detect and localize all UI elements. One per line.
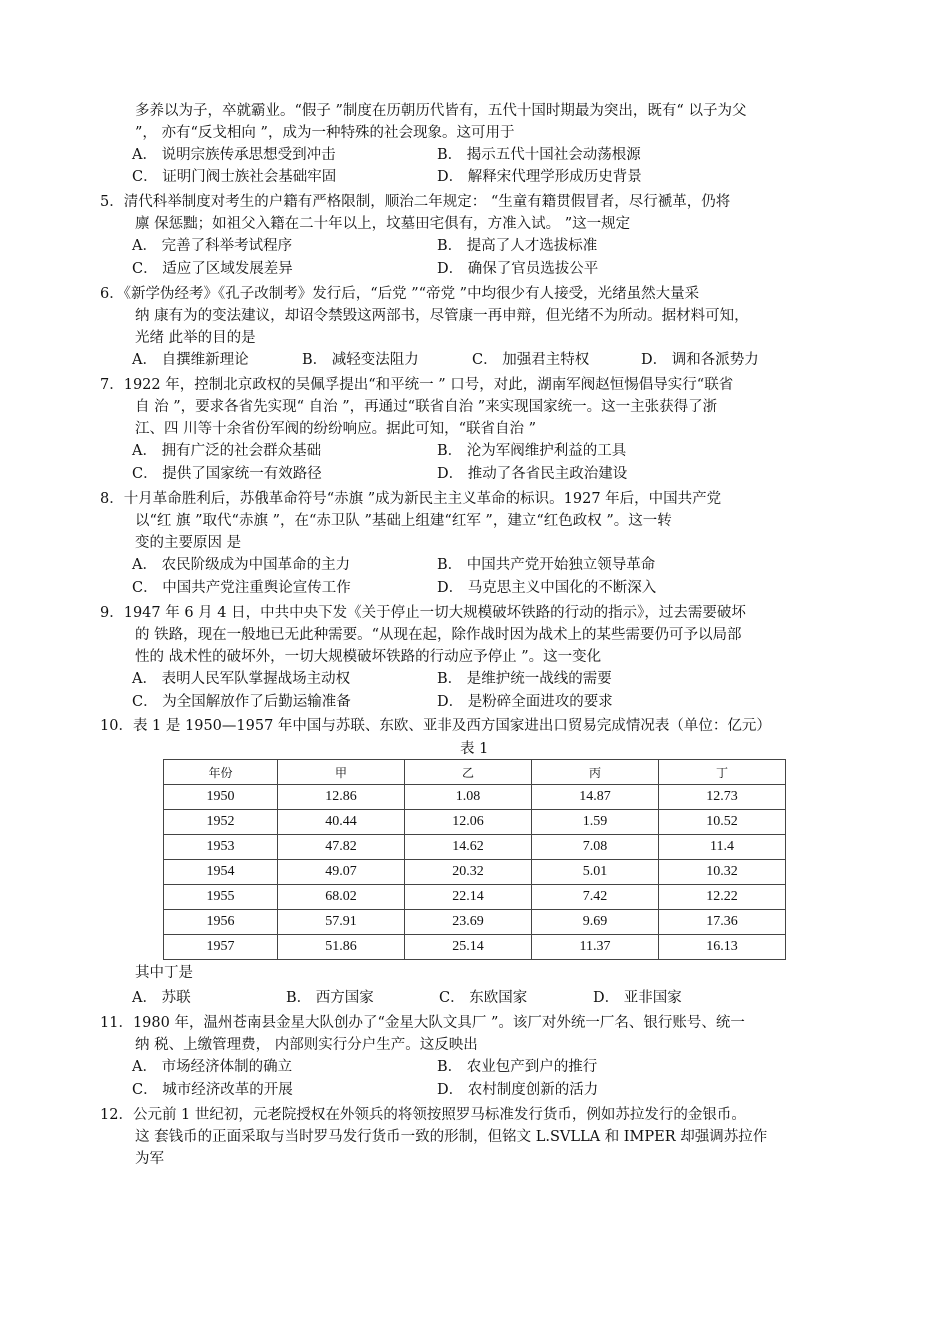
q8-option-d: D． 马克思主义中国化的不断深入 xyxy=(437,580,657,596)
q9-option-c: C． 为全国解放作了后勤运输准备 xyxy=(132,694,351,710)
q9-line-2: 的 铁路，现在一般地已无此种需要。“从现在起，除作战时因为战术上的某些需要仍可予以局部 xyxy=(135,627,742,643)
q8-line-2: 以“红 旗 ”取代“赤旗 ”，在“赤卫队 ”基础上组建“红军 ”，建立“红色政权 ”。这一转 xyxy=(135,513,672,529)
q7-line-1: 7．1922 年，控制北京政权的吴佩孚提出“和平统一 ” 口号，对此，湖南军阀赵恒惕倡导实行“联省 xyxy=(100,377,734,393)
table-cell: 68.02 xyxy=(278,885,405,910)
q11-option-a: A． 市场经济体制的确立 xyxy=(132,1059,293,1075)
q11-option-b: B． 农业包产到户的推行 xyxy=(437,1059,598,1075)
table-cell: 47.82 xyxy=(278,835,405,860)
table-cell: 1956 xyxy=(164,910,278,935)
table-cell: 1.08 xyxy=(405,785,532,810)
table-cell: 10.32 xyxy=(659,860,786,885)
q10-after-table: 其中丁是 xyxy=(135,965,193,981)
table-row xyxy=(164,810,786,835)
q4-line-1: 多养以为子，卒就霸业。“假子 ”制度在历朝历代皆有，五代十国时期最为突出，既有“ 以子为父 xyxy=(135,103,747,119)
q6-option-c: C． 加强君主特权 xyxy=(472,352,590,368)
q7-line-2: 自 治 ”，要求各省先实现“ 自治 ”，再通过“联省自治 ”来实现国家统一。这一主张获得了浙 xyxy=(135,399,718,415)
table-row xyxy=(164,910,786,935)
table-cell: 51.86 xyxy=(278,935,405,960)
q12-line-3: 为军 xyxy=(135,1151,164,1167)
q6-option-a: A． 自撰维新理论 xyxy=(132,352,249,368)
q5-option-b: B． 提高了人才选拔标准 xyxy=(437,238,598,254)
table-caption: 表 1 xyxy=(460,741,489,757)
table-header-bing: 丙 xyxy=(532,760,659,785)
q11-option-d: D． 农村制度创新的活力 xyxy=(437,1082,599,1098)
q10-option-c: C． 东欧国家 xyxy=(439,990,528,1006)
q10-option-d: D． 亚非国家 xyxy=(593,990,682,1006)
table-cell: 1957 xyxy=(164,935,278,960)
table-cell: 14.62 xyxy=(405,835,532,860)
table-cell: 40.44 xyxy=(278,810,405,835)
table-cell: 20.32 xyxy=(405,860,532,885)
q5-line-1: 5．清代科举制度对考生的户籍有严格限制，顺治二年规定： “生童有籍贯假冒者，尽行褫革，仍将 xyxy=(100,194,731,210)
q8-option-a: A． 农民阶级成为中国革命的主力 xyxy=(132,557,351,573)
q7-option-d: D． 推动了各省民主政治建设 xyxy=(437,466,628,482)
q9-line-3: 性的 战术性的破坏外，一切大规模破坏铁路的行动应予停止 ”。这一变化 xyxy=(135,649,602,665)
q5-line-2: 廪 保惩黜；如祖父入籍在二十年以上，坟墓田宅俱有，方准入试。 ”这一规定 xyxy=(135,216,631,232)
table-cell: 10.52 xyxy=(659,810,786,835)
q4-option-c: C． 证明门阀士族社会基础牢固 xyxy=(132,169,337,185)
q8-option-b: B． 中国共产党开始独立领导革命 xyxy=(437,557,656,573)
table-cell: 1950 xyxy=(164,785,278,810)
table-header-ding: 丁 xyxy=(659,760,786,785)
q7-option-c: C． 提供了国家统一有效路径 xyxy=(132,466,322,482)
q12-line-2: 这 套钱币的正面采取与当时罗马发行货币一致的形制，但铭文 L.SVLLA 和 IMPER 却强调苏拉作 xyxy=(135,1129,768,1145)
q9-option-a: A． 表明人民军队掌握战场主动权 xyxy=(132,671,351,687)
table-row xyxy=(164,885,786,910)
table-cell: 1.59 xyxy=(532,810,659,835)
table-cell: 12.22 xyxy=(659,885,786,910)
table-cell: 16.13 xyxy=(659,935,786,960)
table-header-yi: 乙 xyxy=(405,760,532,785)
table-cell: 12.73 xyxy=(659,785,786,810)
table-cell: 14.87 xyxy=(532,785,659,810)
q11-option-c: C． 城市经济改革的开展 xyxy=(132,1082,293,1098)
table-cell: 5.01 xyxy=(532,860,659,885)
q6-line-3: 光绪 此举的目的是 xyxy=(135,330,256,346)
q9-option-b: B． 是维护统一战线的需要 xyxy=(437,671,612,687)
table-cell: 23.69 xyxy=(405,910,532,935)
q6-option-d: D． 调和各派势力 xyxy=(641,352,759,368)
q8-option-c: C． 中国共产党注重舆论宣传工作 xyxy=(132,580,351,596)
q11-line-2: 纳 税、上缴管理费， 内部则实行分户生产。这反映出 xyxy=(135,1037,478,1053)
q6-line-2: 纳 康有为的变法建议，却诏令禁毁这两部书，尽管康一再申辩，但光绪不为所动。据材料可知， xyxy=(135,308,749,324)
q7-option-b: B． 沦为军阀维护利益的工具 xyxy=(437,443,627,459)
table-cell: 1954 xyxy=(164,860,278,885)
table-header-row xyxy=(164,760,786,785)
trade-table xyxy=(163,759,786,960)
table-cell: 49.07 xyxy=(278,860,405,885)
table-row xyxy=(164,835,786,860)
table-cell: 17.36 xyxy=(659,910,786,935)
q6-option-b: B． 减轻变法阻力 xyxy=(302,352,419,368)
table-cell: 1955 xyxy=(164,885,278,910)
table-cell: 12.06 xyxy=(405,810,532,835)
q7-line-3: 江、四 川等十余省份军阀的纷纷响应。据此可知，“联省自治 ” xyxy=(135,421,537,437)
q5-option-a: A． 完善了科举考试程序 xyxy=(132,238,293,254)
table-header-jia: 甲 xyxy=(278,760,405,785)
q8-line-3: 变的主要原因 是 xyxy=(135,535,242,551)
table-cell: 57.91 xyxy=(278,910,405,935)
table-cell: 1952 xyxy=(164,810,278,835)
table-row xyxy=(164,860,786,885)
table-cell: 7.42 xyxy=(532,885,659,910)
q5-option-c: C． 适应了区域发展差异 xyxy=(132,261,293,277)
table-row xyxy=(164,935,786,960)
table-row xyxy=(164,785,786,810)
table-cell: 7.08 xyxy=(532,835,659,860)
table-header-year: 年份 xyxy=(164,760,278,785)
table-cell: 12.86 xyxy=(278,785,405,810)
q10-option-b: B． 西方国家 xyxy=(286,990,374,1006)
q10-line-1: 10．表 1 是 1950—1957 年中国与苏联、东欧、亚非及西方国家进出口贸易完成情况表（单位：亿元） xyxy=(100,718,771,734)
q10-option-a: A． 苏联 xyxy=(132,990,191,1006)
q9-option-d: D． 是粉碎全面进攻的要求 xyxy=(437,694,613,710)
q12-line-1: 12．公元前 1 世纪初，元老院授权在外领兵的将领按照罗马标准发行货币，例如苏拉发行的金银币。 xyxy=(100,1107,746,1123)
q11-line-1: 11．1980 年，温州苍南县金星大队创办了“金星大队文具厂 ”。该厂对外统一厂名、银行账号、统一 xyxy=(100,1015,745,1031)
q9-line-1: 9．1947 年 6 月 4 日，中共中央下发《关于停止一切大规模破坏铁路的行动的指示》，过去需要破坏 xyxy=(100,605,746,621)
table-cell: 9.69 xyxy=(532,910,659,935)
table-cell: 11.4 xyxy=(659,835,786,860)
q7-option-a: A． 拥有广泛的社会群众基础 xyxy=(132,443,322,459)
q5-option-d: D． 确保了官员选拔公平 xyxy=(437,261,599,277)
q4-line-2: ”， 亦有“反戈相向 ”，成为一种特殊的社会现象。这可用于 xyxy=(135,125,515,141)
table-cell: 25.14 xyxy=(405,935,532,960)
table-cell: 1953 xyxy=(164,835,278,860)
q8-line-1: 8．十月革命胜利后，苏俄革命符号“赤旗 ”成为新民主主义革命的标识。1927 年后，中国共产党 xyxy=(100,491,722,507)
table-cell: 11.37 xyxy=(532,935,659,960)
q4-option-b: B． 揭示五代十国社会动荡根源 xyxy=(437,147,641,163)
q4-option-a: A． 说明宗族传承思想受到冲击 xyxy=(132,147,336,163)
q4-option-d: D． 解释宋代理学形成历史背景 xyxy=(437,169,642,185)
q6-line-1: 6．《新学伪经考》《孔子改制考》发行后，“后党 ”“帝党 ”中均很少有人接受，光绪虽然大量采 xyxy=(100,286,700,302)
table-cell: 22.14 xyxy=(405,885,532,910)
